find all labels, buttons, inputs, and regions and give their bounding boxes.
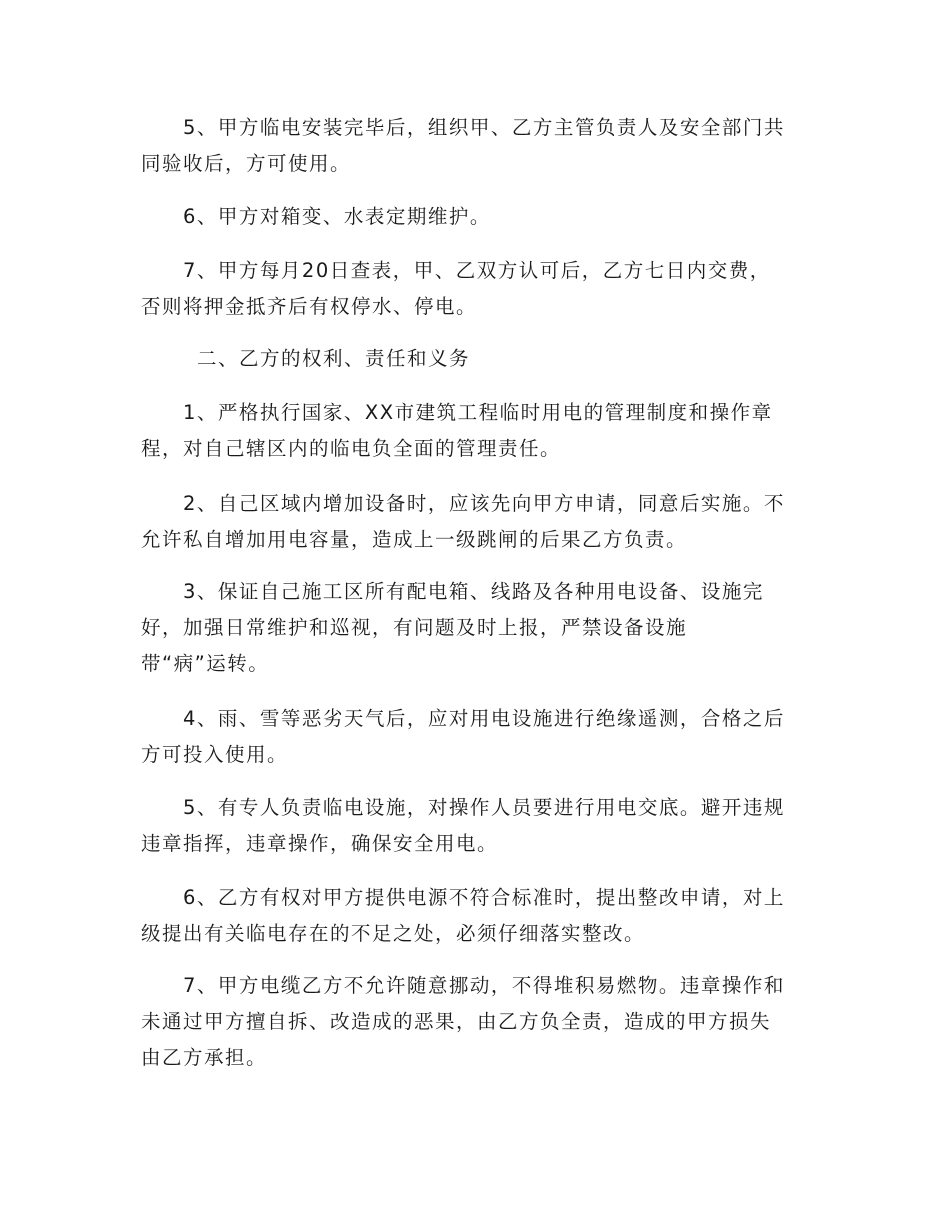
clause-party-b-6 bbox=[141, 880, 809, 952]
clause-line: 6、甲方对箱变、水表定期维护。 bbox=[183, 205, 491, 228]
clause-line: 7、甲方每月20日查表，甲、乙双方认可后，乙方七日内交费， bbox=[183, 259, 771, 282]
clause-party-b-7 bbox=[141, 968, 809, 1076]
clause-party-a-5 bbox=[141, 110, 809, 182]
clause-line: 带“病”运转。 bbox=[141, 652, 270, 675]
clause-line: 6、乙方有权对甲方提供电源不符合标准时，提出整改申请，对上 bbox=[183, 886, 785, 909]
section-heading-party-b: 二、乙方的权利、责任和义务 bbox=[197, 347, 471, 370]
clause-party-b-4 bbox=[141, 701, 809, 773]
clause-line: 1、严格执行国家、XX市建筑工程临时用电的管理制度和操作章 bbox=[183, 401, 773, 424]
clause-party-a-6 bbox=[141, 199, 809, 235]
clause-party-b-5 bbox=[141, 790, 809, 862]
clause-line: 5、有专人负责临电设施，对操作人员要进行用电交底。避开违规 bbox=[183, 796, 785, 819]
clause-line: 级提出有关临电存在的不足之处，必须仔细落实整改。 bbox=[141, 922, 646, 945]
clause-party-b-2 bbox=[141, 486, 809, 558]
clause-line: 程，对自己辖区内的临电负全面的管理责任。 bbox=[141, 437, 562, 460]
clause-line: 允许私自增加用电容量，造成上一级跳闸的后果乙方负责。 bbox=[141, 528, 688, 551]
clause-line: 方可投入使用。 bbox=[141, 743, 289, 766]
clause-line: 4、雨、雪等恶劣天气后，应对用电设施进行绝缘遥测，合格之后 bbox=[183, 707, 785, 730]
clause-line: 由乙方承担。 bbox=[141, 1046, 268, 1069]
clause-line: 未通过甲方擅自拆、改造成的恶果，由乙方负全责，造成的甲方损失 bbox=[141, 1010, 772, 1033]
clause-party-b-1 bbox=[141, 395, 809, 467]
clause-line: 3、保证自己施工区所有配电箱、线路及各种用电设备、设施完 bbox=[183, 580, 764, 603]
clause-party-a-7 bbox=[141, 253, 809, 325]
clause-line: 好，加强日常维护和巡视，有问题及时上报，严禁设备设施 bbox=[141, 616, 688, 639]
clause-line: 否则将押金抵齐后有权停水、停电。 bbox=[141, 295, 478, 318]
clause-line: 7、甲方电缆乙方不允许随意挪动，不得堆积易燃物。违章操作和 bbox=[183, 974, 785, 997]
clause-party-b-3 bbox=[141, 574, 809, 682]
clause-line: 同验收后，方可使用。 bbox=[141, 152, 352, 175]
clause-line: 违章指挥，违章操作，确保安全用电。 bbox=[141, 832, 499, 855]
clause-line: 5、甲方临电安装完毕后，组织甲、乙方主管负责人及安全部门共 bbox=[183, 116, 785, 139]
clause-line: 2、自己区域内增加设备时，应该先向甲方申请，同意后实施。不 bbox=[183, 492, 785, 515]
